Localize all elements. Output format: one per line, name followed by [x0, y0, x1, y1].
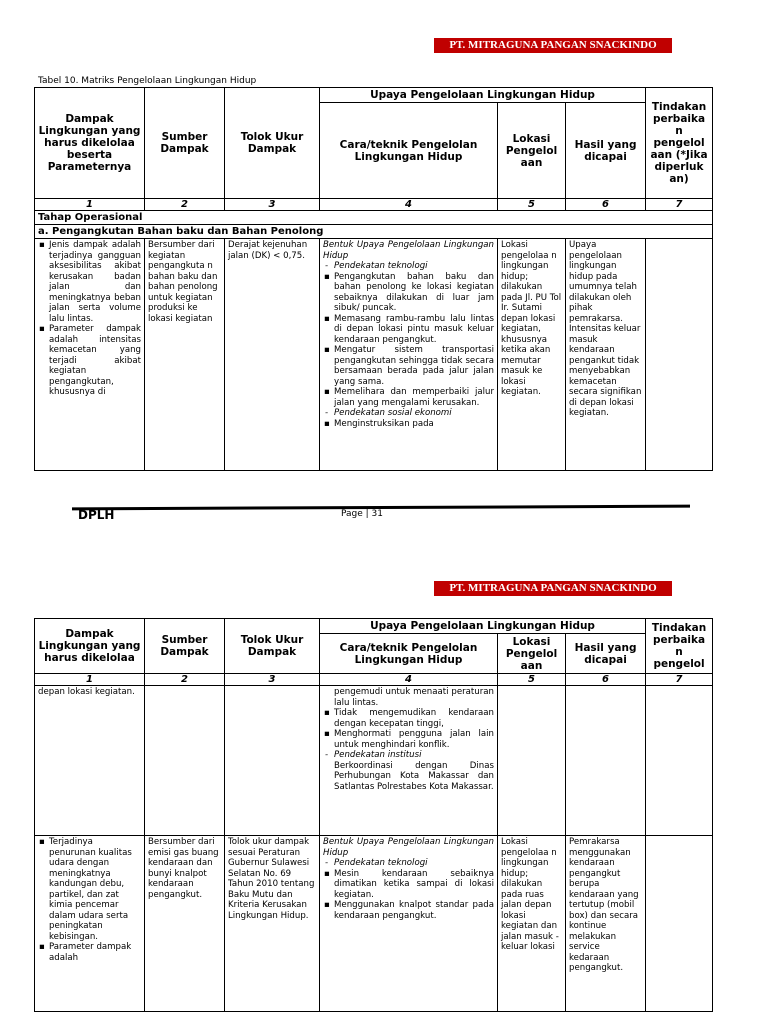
col-number: 1 [35, 199, 145, 211]
cell-lokasi [498, 686, 566, 836]
company-banner: PT. MITRAGUNA PANGAN SNACKINDO [434, 38, 672, 53]
cara-continued: pengemudi untuk menaati peraturan lalu lintas. [334, 687, 494, 708]
list-item: ▪ Mesin kendaraan sebaiknya dimatikan ketika sampai di lokasi kegiatan. [323, 869, 494, 901]
subsection-title: a. Pengangkutan Bahan baku dan Bahan Penolong [35, 225, 713, 239]
list-item: ▪ Menginstruksikan pada [323, 419, 494, 430]
col-number: 1 [35, 674, 145, 686]
col-number: 5 [498, 674, 566, 686]
cara-intro: Bentuk Upaya Pengelolaan Lingkungan Hidup [323, 240, 494, 261]
col-number: 6 [566, 674, 646, 686]
header-hasil: Hasil yang dicapai [566, 103, 646, 199]
header-lokasi: Lokasi Pengelol aan [498, 634, 566, 674]
header-lokasi: Lokasi Pengelol aan [498, 103, 566, 199]
cell-tindakan [646, 239, 713, 471]
list-item: ▪ Menghormati pengguna jalan lain untuk menghindari konflik. [323, 729, 494, 750]
list-item: ▪ Pengangkutan bahan baku dan bahan penolong ke lokasi kegiatan sebaiknya dilakukan di luar jam sibuk/ puncak. [323, 272, 494, 314]
cell-cara [320, 836, 498, 1012]
header-sumber: Sumber Dampak [145, 88, 225, 199]
header-hasil: Hasil yang dicapai [566, 634, 646, 674]
cell-dampak [35, 239, 145, 471]
institusi-text: Berkoordinasi dengan Dinas Perhubungan Kota Makassar dan Satlantas Polrestabes Kota Makassar. [334, 760, 494, 792]
matrix-table-page2 [34, 618, 713, 1012]
cell-hasil: Pemrakarsa menggunakan kendaraan pengangkut berupa kendaraan yang tertutup (mobil box) dan secara kontinue melakukan service kedaraan pengangkut. [566, 836, 646, 1012]
cara-intro: Bentuk Upaya Pengelolaan Lingkungan Hidup [323, 837, 494, 858]
header-tolok: Tolok Ukur Dampak [225, 619, 320, 674]
header-sumber: Sumber Dampak [145, 619, 225, 674]
col-number: 5 [498, 199, 566, 211]
header-dampak: Dampak Lingkungan yang harus dikelolaa [35, 619, 145, 674]
cell-tolok [225, 686, 320, 836]
company-banner: PT. MITRAGUNA PANGAN SNACKINDO [434, 581, 672, 596]
table-row [35, 686, 713, 836]
col-number: 4 [320, 674, 498, 686]
cell-tolok: Tolok ukur dampak sesuai Peraturan Gubernur Sulawesi Selatan No. 69 Tahun 2010 tentang Baku Mutu dan Kriteria Kerusakan Lingkungan Hidup. [225, 836, 320, 1012]
approach-label: - Pendekatan teknologi [323, 261, 494, 272]
header-cara: Cara/teknik Pengelolan Lingkungan Hidup [320, 634, 498, 674]
cell-dampak [35, 836, 145, 1012]
table-row [35, 239, 713, 471]
header-tolok: Tolok Ukur Dampak [225, 88, 320, 199]
cell-cara [320, 686, 498, 836]
col-number: 3 [225, 674, 320, 686]
cell-tindakan [646, 836, 713, 1012]
col-number: 2 [145, 199, 225, 211]
list-item: ▪ Parameter dampak adalah intensitas kemacetan yang terjadi akibat kegiatan pengangkutan, khususnya di [38, 324, 141, 398]
cell-tolok: Derajat kejenuhan jalan (DK) < 0,75. [225, 239, 320, 471]
list-item: ▪ Parameter dampak adalah [38, 942, 141, 963]
col-number: 6 [566, 199, 646, 211]
cell-sumber [145, 686, 225, 836]
table-caption: Tabel 10. Matriks Pengelolaan Lingkungan Hidup [38, 76, 257, 86]
footer-dplh: DPLH [78, 508, 115, 522]
header-tindakan: Tindakan perbaika n pengelol aan (*Jika diperluk an) [646, 88, 713, 199]
list-item: ▪ Menggunakan knalpot standar pada kendaraan pengangkut. [323, 900, 494, 921]
list-item: ▪ Mengatur sistem transportasi pengangkutan sehingga tidak secara bersamaan berada pada jalur jalan yang sama. [323, 345, 494, 387]
col-number: 7 [646, 199, 713, 211]
page-number: Page | 31 [341, 509, 383, 519]
list-item: ▪ Terjadinya penurunan kualitas udara dengan meningkatnya kandungan debu, partikel, dan zat kimia pencemar dalam udara serta peningkatan kebisingan. [38, 837, 141, 942]
cell-tindakan [646, 686, 713, 836]
section-title: Tahap Operasional [35, 211, 713, 225]
cell-hasil [566, 686, 646, 836]
list-item: ▪ Memelihara dan memperbaiki jalur jalan yang mengalami kerusakan. [323, 387, 494, 408]
cell-lokasi: Lokasi pengelolaa n lingkungan hidup; dilakukan pada Jl. PU Tol Ir. Sutami depan lokasi kegiatan, khususnya ketika akan memutar masuk ke lokasi kegiatan. [498, 239, 566, 471]
header-tindakan: Tindakan perbaika n pengelol [646, 619, 713, 674]
approach-label: - Pendekatan institusi [323, 750, 494, 761]
header-upaya: Upaya Pengelolaan Lingkungan Hidup [320, 88, 646, 103]
col-number: 2 [145, 674, 225, 686]
list-item: ▪ Jenis dampak adalah terjadinya gangguan aksesibilitas akibat kerusakan badan jalan dan meningkatnya beban jalan serta volume lalu lintas. [38, 240, 141, 324]
cell-hasil: Upaya pengelolaan lingkungan hidup pada umumnya telah dilakukan oleh pihak pemrakarsa. Intensitas keluar masuk kendaraan pengankut tidak menyebabkan kemacetan secara signifikan di depan lokasi kegiatan. [566, 239, 646, 471]
list-item: ▪ Memasang rambu-rambu lalu lintas di depan lokasi pintu masuk keluar kendaraan pengangkut. [323, 314, 494, 346]
header-upaya: Upaya Pengelolaan Lingkungan Hidup [320, 619, 646, 634]
matrix-table-page1 [34, 87, 713, 471]
header-dampak: Dampak Lingkungan yang harus dikelolaa beserta Parameternya [35, 88, 145, 199]
col-number: 4 [320, 199, 498, 211]
col-number: 7 [646, 674, 713, 686]
cell-sumber: Bersumber dari kegiatan pengangkuta n bahan baku dan bahan penolong untuk kegiatan produksi ke lokasi kegiatan [145, 239, 225, 471]
header-cara: Cara/teknik Pengelolan Lingkungan Hidup [320, 103, 498, 199]
cell-dampak: depan lokasi kegiatan. [35, 686, 145, 836]
cell-sumber: Bersumber dari emisi gas buang kendaraan dan bunyi knalpot kendaraan pengangkut. [145, 836, 225, 1012]
cell-lokasi: Lokasi pengelolaa n lingkungan hidup; dilakukan pada ruas jalan depan lokasi kegiatan dan jalan masuk - keluar lokasi [498, 836, 566, 1012]
cell-cara [320, 239, 498, 471]
list-item: ▪ Tidak mengemudikan kendaraan dengan kecepatan tinggi, [323, 708, 494, 729]
approach-label: - Pendekatan teknologi [323, 858, 494, 869]
approach-label: - Pendekatan sosial ekonomi [323, 408, 494, 419]
col-number: 3 [225, 199, 320, 211]
table-row [35, 836, 713, 1012]
